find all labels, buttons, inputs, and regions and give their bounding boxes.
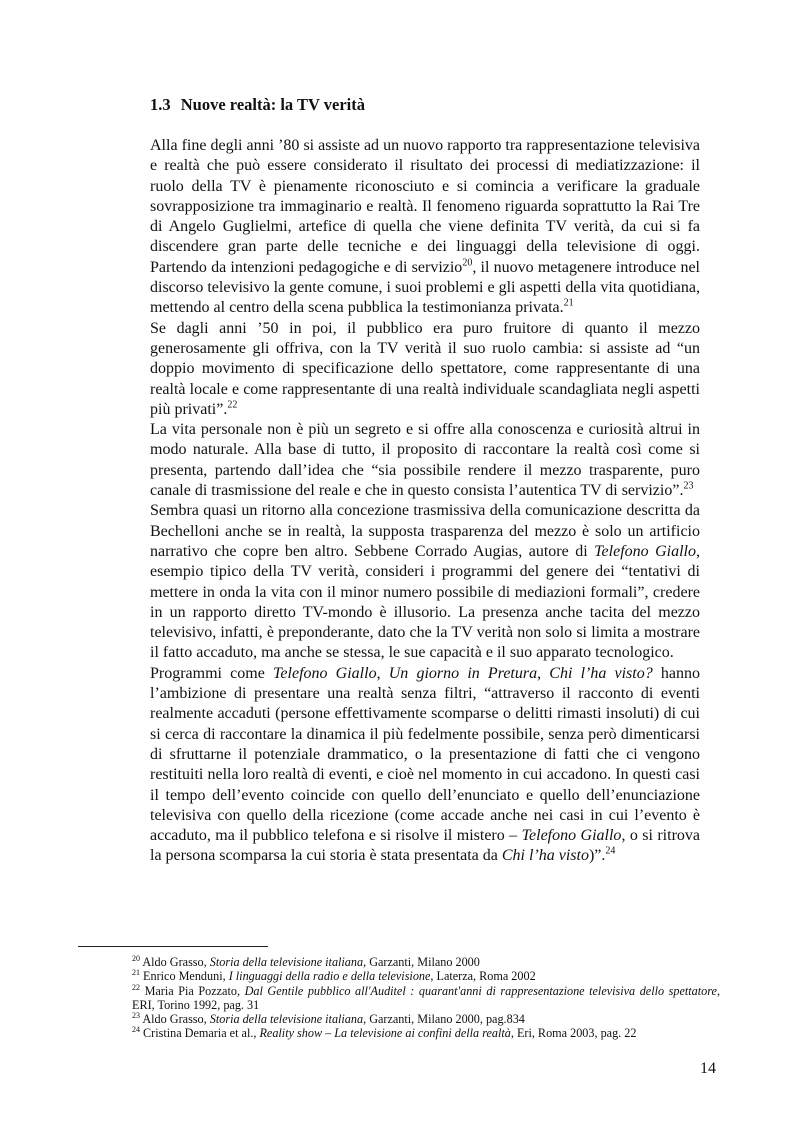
footnote-title: Storia della televisione italiana [209, 955, 364, 969]
footnote-publication: , Garzanti, Milano 2000 [363, 955, 480, 969]
footnote-publication: , ERI, Torino 1992, pag. 31 [132, 983, 720, 1012]
text-run: La vita personale non è più un segreto e si offre alla conoscenza e curiosità altrui in modo naturale. Alla base di tutto, il proposito di raccontare la realtà così come si presenta, partendo dall’idea che “sia possibile rendere il mezzo trasparente, puro canale di trasmissione del reale e che in questo consista l’autentica TV di servizio”. [150, 421, 700, 500]
program-title: Telefono Giallo [594, 542, 696, 560]
footnote-publication: , Garzanti, Milano 2000, pag.834 [363, 1012, 525, 1027]
paragraph [150, 501, 700, 663]
footnote-number: 22 [132, 982, 140, 992]
text-run: , [376, 664, 389, 682]
footnote-number: 20 [132, 953, 140, 963]
text-run: , o si ritrova la persona scomparsa la cui storia è stata presentata da [150, 827, 701, 865]
footnote-ref: 23 [683, 480, 694, 492]
footnote-number: 24 [132, 1025, 140, 1035]
paragraph [150, 136, 700, 319]
text-run: Se dagli anni ’50 in poi, il pubblico era puro fruitore di quanto il mezzo generosamente gli offriva, con la TV verità il suo ruolo cambia: si assiste ad “un doppio movimento di specificazione dello spettatore, come rappresentante di una realtà locale e come rappresentante di una realtà individuale scandagliata negli aspetti più privati”. [150, 319, 700, 418]
program-title: Telefono Giallo [521, 827, 622, 845]
section-title: Nuove realtà: la TV verità [180, 95, 365, 114]
footnote-separator [78, 946, 268, 947]
footnote-author: Cristina Demaria et al., [140, 1026, 260, 1041]
program-title: Telefono Giallo [272, 664, 377, 682]
footnote-title: Storia della televisione italiana [209, 1012, 364, 1027]
section-number: 1.3 [150, 95, 171, 114]
footnote-author: Aldo Grasso, [140, 955, 210, 969]
program-title: Un giorno in Pretura [388, 664, 538, 682]
footnote-ref: 22 [227, 399, 238, 411]
section-heading [150, 95, 365, 115]
footnotes [132, 955, 720, 1041]
paragraph [150, 664, 700, 867]
page-number: 14 [700, 1060, 716, 1077]
text-run: hanno l’ambizione di presentare una realtà senza filtri, “attraverso il racconto di eventi realmente accaduti (persone effettivamente scomparse o delitti rimasti insoluti) di cui si cerca di raccontare la dinamica il più fedelmente possibile, senza però dimenticarsi di sfruttarne il potenziale drammatico, o la presentazione di fatti che ci vengono restituiti nella loro realtà di eventi, e cioè nel momento in cui accadono. In questi casi il tempo dell’evento coincide con quello dell’enunciato e quello dell’enunciazione televisiva con quello della ricezione (come accade anche nei casi in cui l’evento è accaduto, ma il pubblico telefona e si risolve il mistero – [150, 664, 701, 845]
footnote-number: 23 [132, 1011, 140, 1021]
footnote [132, 969, 720, 983]
program-title: Chi l’ha visto [501, 847, 589, 865]
footnote-ref: 21 [563, 298, 574, 310]
program-title: Chi l’ha visto? [549, 664, 653, 682]
footnote-title: Reality show – La televisione ai confini della realtà [259, 1026, 511, 1041]
footnote-ref: 20 [462, 257, 473, 269]
footnote [132, 1012, 720, 1026]
footnote-publication: , Eri, Roma 2003, pag. 22 [510, 1026, 637, 1041]
footnote-number: 21 [132, 968, 140, 978]
footnote-author: Aldo Grasso, [140, 1012, 210, 1027]
text-run: )”. [588, 847, 606, 865]
text-run: , il nuovo metagenere introduce nel discorso televisivo la gente comune, i suoi problemi e gli aspetti della vita quotidiana, mettendo al centro della scena pubblica la testimonianza privata. [150, 258, 700, 317]
text-run: Sembra quasi un ritorno alla concezione trasmissiva della comunicazione descritta da Bechelloni anche se in realtà, la supposta trasparenza del mezzo è solo un artificio narrativo che copre ben altro. Sebbene Corrado Augias, autore di [150, 502, 700, 560]
paragraph [150, 319, 700, 420]
footnote-publication: , Laterza, Roma 2002 [430, 969, 536, 984]
text-run: , [537, 664, 550, 682]
text-run: Programmi come [150, 664, 273, 682]
footnote-title: Dal Gentile pubblico all'Auditel : quarant'anni di rappresentazione televisiva dello spettatore [244, 983, 717, 998]
footnote-title: I linguaggi della radio e della televisione [228, 969, 431, 984]
text-run: , esempio tipico della TV verità, consideri i programmi del genere dei “tentativi di mettere in onda la vita con il minor numero possibile di mediazioni formali”, credere in un rapporto diretto TV-mondo è illusorio. La presenza anche tacita del mezzo televisivo, infatti, è preponderante, dato che la TV verità non solo si limita a mostrare il fatto accaduto, ma anche se stessa, le sue capacità e il suo apparato tecnologico. [150, 542, 700, 662]
footnote [132, 984, 720, 1013]
body-text [150, 136, 700, 867]
footnote-ref: 24 [605, 846, 616, 858]
footnote [132, 1026, 720, 1040]
footnote-author: Maria Pia Pozzato, [140, 983, 245, 998]
footnote-author: Enrico Menduni, [140, 969, 229, 984]
footnote [132, 955, 720, 969]
paragraph [150, 420, 700, 501]
text-run: Alla fine degli anni ’80 si assiste ad un nuovo rapporto tra rappresentazione televisiva e realtà che può essere considerato il risultato dei processi di mediatizzazione: il ruolo della TV è pienamente riconosciuto e si comincia a verificare la graduale sovrapposizione tra immaginario e realtà. Il fenomeno riguarda soprattutto la Rai Tre di Angelo Guglielmi, artefice di quella che viene definita TV verità, da cui si fa discendere gran parte delle tecniche e dei linguaggi della televisione di oggi. Partendo da intenzioni pedagogiche e di servizio [150, 137, 700, 276]
